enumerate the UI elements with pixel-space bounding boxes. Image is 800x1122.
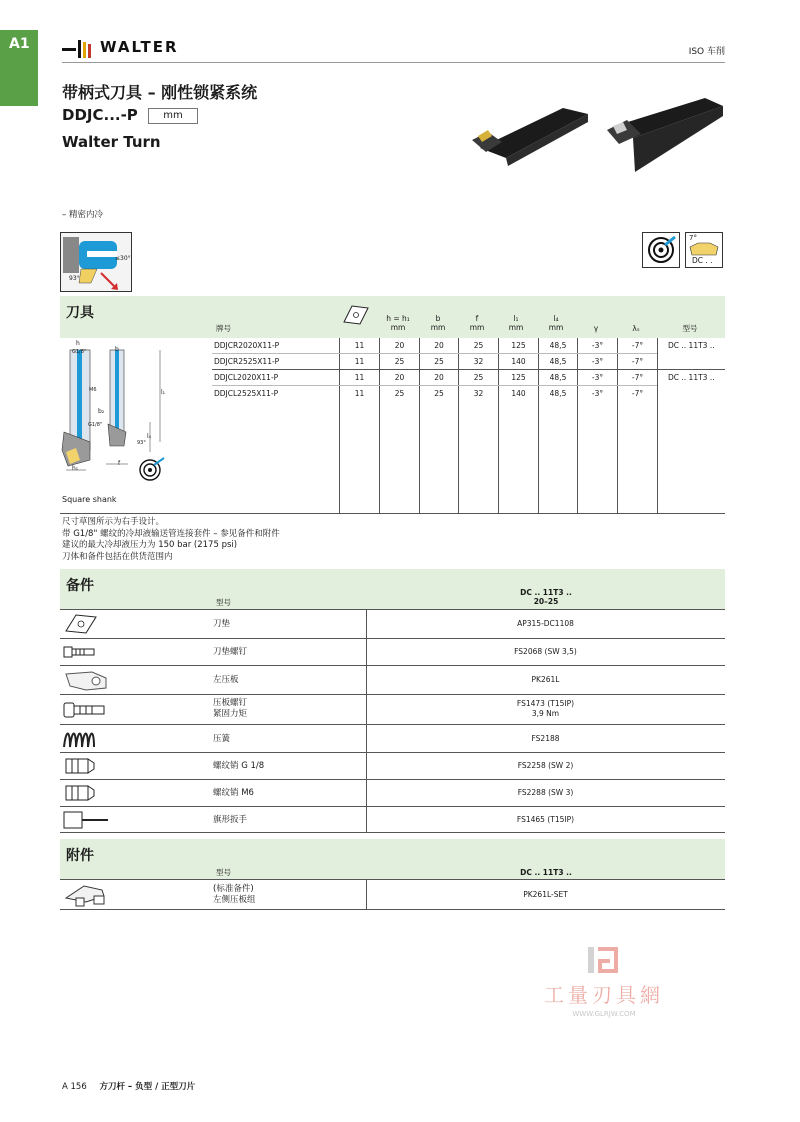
tool-code: DDJCL2020X11-P — [214, 373, 279, 382]
cell-h: 25 — [394, 357, 405, 366]
footer-title: 方刀杆 – 负型 / 正型刀片 — [99, 1082, 196, 1092]
cell-model: DC .. 11T3 .. — [668, 373, 715, 382]
part-value: FS1473 (T15IP) 3,9 Nm — [516, 699, 575, 718]
cell-lambda: -7° — [631, 389, 644, 398]
part-value: AP315-DC1108 — [517, 619, 574, 628]
cell-l4: 48,5 — [549, 389, 567, 398]
tool-code: DDJCR2525X11-P — [214, 357, 280, 366]
tool-code: DDJCL2525X11-P — [214, 389, 279, 398]
part-name: 旗形扳手 — [213, 815, 248, 825]
cell-f: 25 — [473, 341, 484, 350]
dim-b2: b₂ — [98, 408, 105, 415]
dim-h1: h₁ — [72, 465, 79, 472]
clamp-icon — [62, 668, 112, 694]
detail-angle-label: ≤30° — [115, 255, 131, 262]
spare-part-row — [60, 806, 725, 833]
watermark-logo-icon — [586, 945, 620, 975]
note-line: 刀体和备件包括在供货范围内 — [62, 551, 173, 562]
tool-notes — [62, 517, 280, 563]
dim-m6: M6 — [89, 387, 97, 393]
tools-section-title: 刀具 — [66, 305, 94, 321]
part-value: FS2288 (SW 3) — [517, 788, 574, 797]
part-value: FS2068 (SW 3,5) — [514, 647, 577, 656]
spare-col-value: DC .. 11T3 .. 20–25 — [520, 588, 572, 606]
tool-image-left — [605, 96, 725, 176]
watermark-text: 工量刃具網 — [544, 983, 664, 1007]
col-header-f: f mm — [469, 314, 485, 332]
table-bottom-line — [60, 513, 725, 514]
thread-pin-m6-icon — [62, 783, 100, 803]
cell-gamma: -3° — [591, 373, 604, 382]
cell-insert: 11 — [354, 373, 365, 382]
cell-l1: 125 — [511, 373, 526, 382]
note-line: 建议的最大冷却液压力为 150 bar (2175 psi) — [62, 540, 238, 550]
spare-part-row — [60, 694, 725, 724]
header-divider — [62, 62, 725, 63]
cell-h: 20 — [394, 341, 405, 350]
cell-f: 32 — [473, 357, 484, 366]
cell-gamma: -3° — [591, 357, 604, 366]
accessory-name: (标准备件) 左侧压板组 — [213, 884, 256, 905]
dim-g18: G1/8" — [72, 349, 87, 355]
row-divider — [212, 385, 657, 386]
cell-lambda: -7° — [631, 357, 644, 366]
feature-note: – 精密内冷 — [62, 210, 103, 220]
accessories-title: 附件 — [66, 848, 94, 864]
part-name: 刀垫 — [213, 619, 231, 629]
spare-parts-title: 备件 — [66, 578, 94, 594]
cell-f: 32 — [473, 389, 484, 398]
part-value: FS2188 — [531, 734, 560, 743]
cell-gamma: -3° — [591, 389, 604, 398]
page-title: 带柄式刀具 – 刚性锁紧系统 — [62, 83, 258, 102]
col-header-model: 型号 — [682, 324, 698, 333]
cell-l1: 140 — [511, 357, 526, 366]
dim-l1: l₁ — [161, 389, 166, 396]
clamp-set-icon — [62, 882, 112, 908]
part-name: 螺纹销 G 1/8 — [213, 761, 265, 771]
shim-screw-icon — [62, 644, 100, 660]
brand-name: WALTER — [100, 38, 179, 56]
tool-dimension-drawing — [60, 342, 190, 492]
dim-g18-2: G1/8" — [88, 422, 103, 428]
product-code: DDJC...-P — [62, 106, 138, 124]
cell-insert: 11 — [354, 357, 365, 366]
dim-b: b — [115, 346, 119, 353]
spare-parts-header — [60, 569, 725, 609]
cell-b: 20 — [434, 341, 444, 350]
insert-icon — [62, 613, 100, 635]
col-header-brand: 牌号 — [216, 324, 231, 333]
watermark-url: WWW.GLRJW.COM — [572, 1010, 636, 1018]
thread-pin-icon — [62, 756, 100, 776]
dim-f: f — [118, 460, 121, 467]
accessory-row — [60, 879, 725, 910]
cell-l4: 48,5 — [549, 357, 567, 366]
spare-part-row — [60, 609, 725, 638]
internal-coolant-symbol — [642, 232, 680, 268]
insert-shape-icon — [342, 302, 370, 328]
flag-wrench-icon — [62, 809, 112, 831]
accessories-col-value: DC .. 11T3 .. — [520, 868, 572, 877]
insert-angle-label: 7° — [689, 234, 697, 242]
cell-h: 25 — [394, 389, 405, 398]
table-divider — [657, 338, 658, 514]
watermark — [538, 945, 670, 1018]
col-header-gamma: γ — [593, 324, 599, 333]
col-header-l1: l₁ mm — [508, 314, 524, 332]
part-name: 刀垫螺钉 — [213, 647, 248, 657]
category-label: ISO 车削 — [688, 47, 725, 57]
spare-part-row — [60, 724, 725, 752]
cell-h: 20 — [394, 373, 405, 382]
accessories-col-model: 型号 — [216, 868, 231, 877]
insert-code-label: DC . . — [692, 256, 713, 265]
accessories-header — [60, 839, 725, 879]
part-value: FS1465 (T15IP) — [516, 815, 575, 824]
note-line: 尺寸草图所示为右手设计。 — [62, 517, 165, 527]
dim-angle: 93° — [137, 440, 146, 446]
accessory-value: PK261L-SET — [523, 890, 568, 899]
coolant-detail-diagram — [60, 232, 132, 292]
spare-part-row — [60, 665, 725, 694]
note-line: 带 G1/8" 螺纹的冷却液输送管连接套件 – 参见备件和附件 — [62, 528, 280, 539]
cell-l4: 48,5 — [549, 341, 567, 350]
insert-type-symbol — [685, 232, 723, 268]
shank-type-label: Square shank — [62, 495, 117, 504]
spare-part-row — [60, 779, 725, 806]
part-name: 螺纹销 M6 — [213, 788, 254, 798]
cell-l1: 140 — [511, 389, 526, 398]
cell-insert: 11 — [354, 341, 365, 350]
dim-h: h — [76, 340, 80, 347]
part-name: 左压板 — [213, 675, 239, 685]
cell-lambda: -7° — [631, 373, 644, 382]
spare-part-row — [60, 752, 725, 779]
col-header-lambda: λₛ — [632, 324, 640, 333]
spare-col-model: 型号 — [216, 598, 231, 607]
page-number: A 156 — [62, 1082, 87, 1092]
dim-l4: l₄ — [147, 433, 152, 440]
spring-icon — [62, 727, 102, 751]
part-name: 压簧 — [213, 734, 231, 744]
cell-b: 20 — [434, 373, 444, 382]
unit-badge: mm — [148, 108, 198, 124]
footer — [62, 1080, 195, 1092]
cell-l4: 48,5 — [549, 373, 567, 382]
part-name: 压板螺钉 紧固力矩 — [213, 698, 248, 719]
col-header-h: h = h₁ mm — [386, 314, 410, 332]
cell-lambda: -7° — [631, 341, 644, 350]
tools-header — [60, 296, 725, 338]
spare-part-row — [60, 638, 725, 665]
cell-gamma: -3° — [591, 341, 604, 350]
cell-b: 25 — [434, 357, 444, 366]
cell-b: 25 — [434, 389, 444, 398]
part-value: FS2258 (SW 2) — [517, 761, 574, 770]
tool-image-right — [468, 100, 593, 175]
product-line: Walter Turn — [62, 133, 161, 151]
cell-model: DC .. 11T3 .. — [668, 341, 715, 350]
cell-f: 25 — [473, 373, 484, 382]
row-divider — [212, 369, 725, 370]
col-header-b: b mm — [430, 314, 446, 332]
clamp-screw-icon — [62, 700, 112, 720]
cell-l1: 125 — [511, 341, 526, 350]
detail-angle-label-2: 93° — [69, 275, 80, 282]
part-value: PK261L — [531, 675, 560, 684]
section-tab: A1 — [0, 30, 38, 106]
cell-insert: 11 — [354, 389, 365, 398]
tool-code: DDJCR2020X11-P — [214, 341, 280, 350]
col-header-l4: l₄ mm — [548, 314, 564, 332]
row-divider — [212, 353, 657, 354]
